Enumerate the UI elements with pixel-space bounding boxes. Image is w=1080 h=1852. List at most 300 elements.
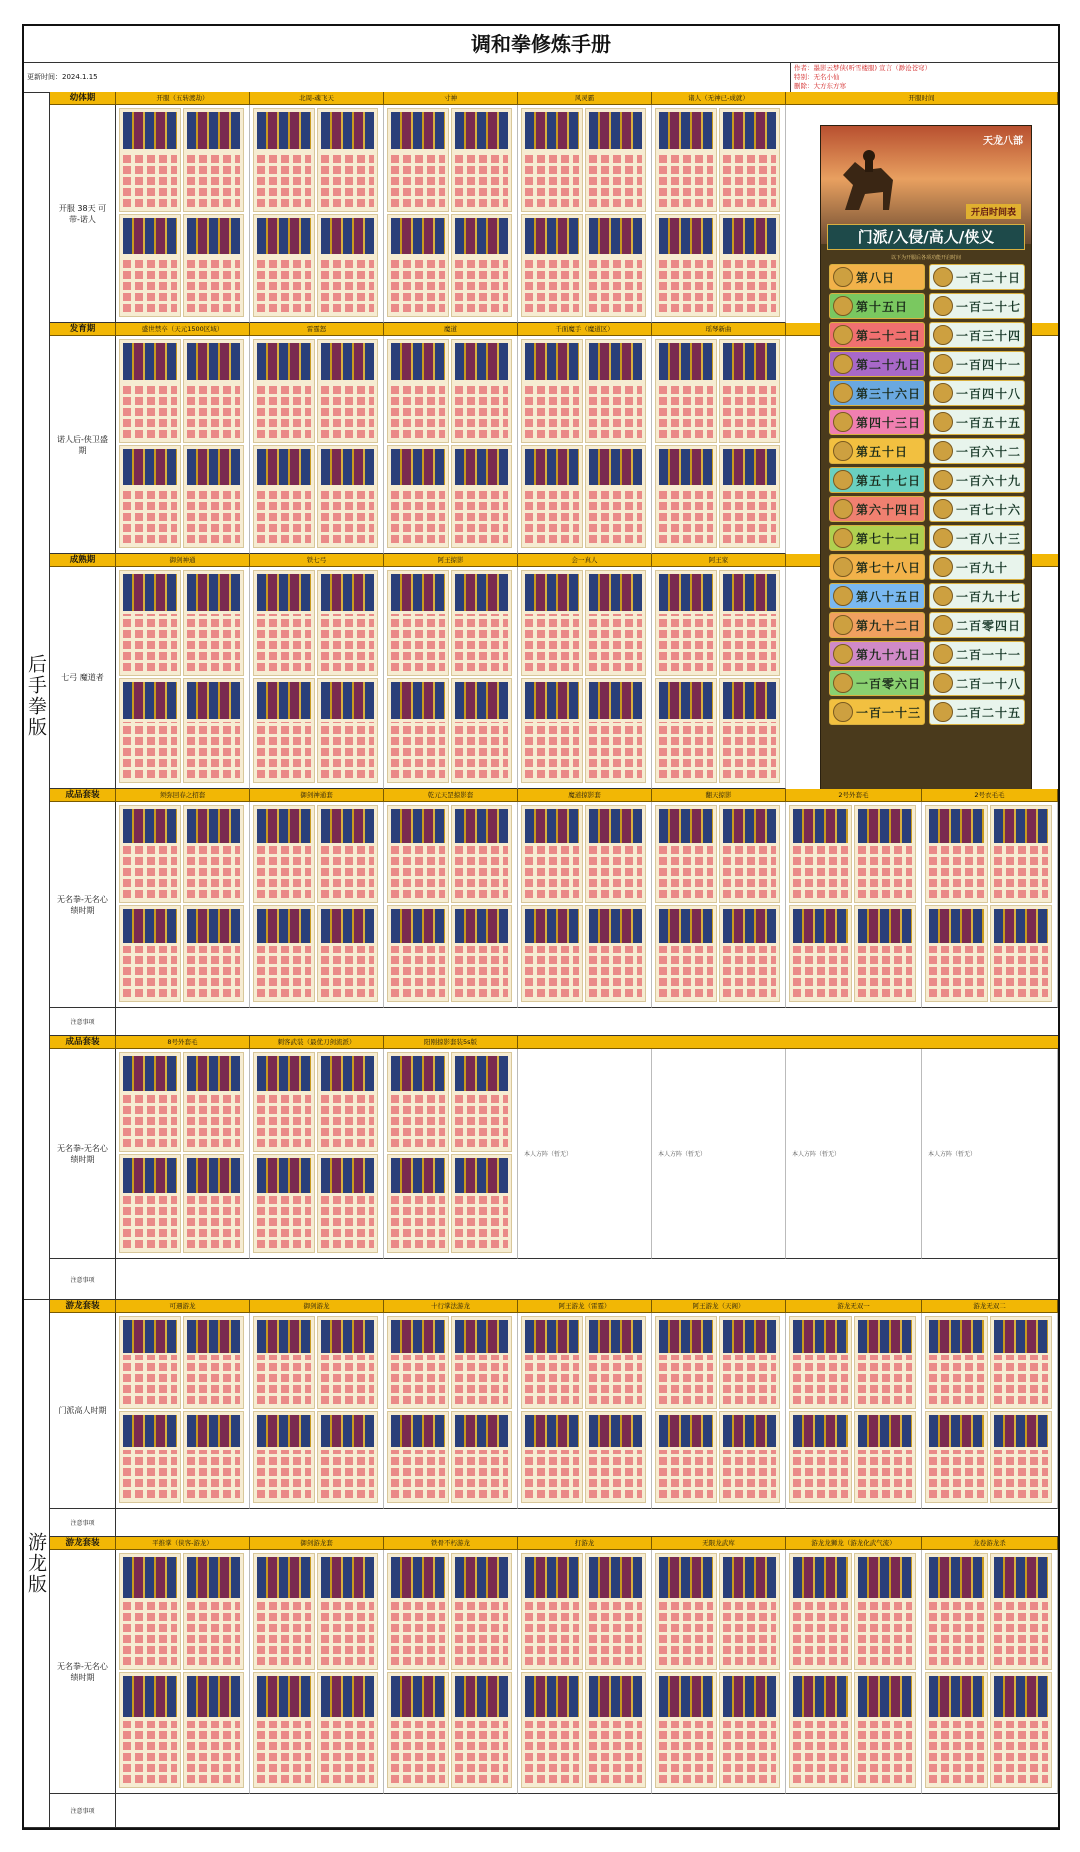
build-card-group [384,1049,518,1259]
schedule-day-label: 一百九十 [956,560,1009,575]
build-card [253,1411,315,1504]
column-title: 平推掌（侠客-游龙） [116,1537,250,1550]
build-card [655,905,717,1003]
schedule-day-left [829,583,925,609]
build-card-group [116,336,250,554]
schedule-day-label: 第八十五日 [856,589,922,604]
column-title: 无限龙武库 [652,1537,786,1550]
build-card [585,339,647,443]
build-card-group [786,802,922,1008]
build-card [925,805,988,903]
column-title: 刺客武装（最优刀剑流派） [250,1036,384,1049]
build-card-group [384,802,518,1008]
build-card [387,445,449,549]
build-card [317,905,379,1003]
schedule-day-label: 第九十九日 [856,647,922,662]
character-portrait-icon [933,267,953,287]
character-portrait-icon [933,557,953,577]
build-card [789,1411,852,1504]
schedule-day-right [929,699,1025,725]
medallion-icon [833,354,853,374]
column-title: 盛世禁卒（天元1500区域） [116,323,250,336]
build-card [719,1411,781,1504]
build-card-group [518,105,652,323]
phase-header [50,1036,1058,1049]
build-card [451,570,513,676]
build-card [451,905,513,1003]
build-card [183,678,245,784]
notes-row [50,1259,1058,1300]
schedule-day-left [829,641,925,667]
row-label: 无名拳-无名心绩时期 [50,1550,116,1794]
build-card [183,570,245,676]
build-card [317,108,379,212]
build-card [451,108,513,212]
build-card [183,445,245,549]
column-title: 可遇游龙 [116,1300,250,1313]
column-title: 游龙无双一 [786,1300,922,1313]
build-card [317,445,379,549]
build-card [521,339,583,443]
phase-name: 幼体期 [50,92,116,105]
build-card [183,1052,245,1152]
schedule-day-label: 一百六十九 [956,473,1022,488]
schedule-row [829,670,1023,696]
phase-name: 发育期 [50,323,116,336]
build-card [253,108,315,212]
medallion-icon [833,586,853,606]
empty-cell: 本人方阵（暂无） [652,1049,786,1259]
column-title: 阿王掠影 [384,554,518,567]
schedule-day-left [829,293,925,319]
schedule-day-label: 一百六十二 [956,444,1022,459]
build-card [451,445,513,549]
build-card [119,1154,181,1254]
build-card [990,1553,1053,1670]
build-card [451,1154,513,1254]
build-card-group [116,105,250,323]
row-label: 无名拳-无名心绩时期 [50,802,116,1008]
column-title: 御剑游龙 [250,1300,384,1313]
schedule-row [829,380,1023,406]
schedule-day-left [829,670,925,696]
schedule-day-right [929,612,1025,638]
column-title: 魔道掠影套 [518,789,652,802]
author-box [790,62,1058,92]
build-card-group [786,1313,922,1509]
build-card [521,445,583,549]
medallion-icon [833,702,853,722]
build-card [521,1316,583,1409]
build-card-group [116,1550,250,1794]
build-card [655,339,717,443]
schedule-row [829,264,1023,290]
build-card [317,1154,379,1254]
schedule-day-left [829,380,925,406]
build-card [183,108,245,212]
schedule-day-left [829,351,925,377]
build-card [119,805,181,903]
build-card [585,1672,647,1789]
medallion-icon [833,296,853,316]
build-card [183,1672,245,1789]
schedule-day-label: 一百一十三 [856,705,922,720]
schedule-row [829,583,1023,609]
character-portrait-icon [933,383,953,403]
schedule-day-left [829,264,925,290]
build-card [655,805,717,903]
medallion-icon [833,267,853,287]
build-card [253,905,315,1003]
character-portrait-icon [933,528,953,548]
character-portrait-icon [933,644,953,664]
character-portrait-icon [933,586,953,606]
build-card-group [518,1313,652,1509]
build-card [317,678,379,784]
notes-label: 注意事项 [50,1259,116,1299]
notes-row [50,1509,1058,1537]
schedule-day-label: 第四十三日 [856,415,922,430]
phase-name: 游龙套装 [50,1300,116,1313]
build-card [253,678,315,784]
build-card [521,1553,583,1670]
column-title: 阿王家 [652,554,786,567]
schedule-day-left [829,525,925,551]
schedule-day-label: 二百一十一 [956,647,1022,662]
medallion-icon [833,557,853,577]
build-card [585,570,647,676]
build-card [585,445,647,549]
build-card [387,905,449,1003]
schedule-row [829,438,1023,464]
schedule-day-label: 一百八十三 [956,531,1022,546]
build-card-group [116,1313,250,1509]
phase-name: 游龙套装 [50,1537,116,1550]
schedule-list [829,264,1023,728]
build-card [387,339,449,443]
schedule-day-label: 第三十六日 [856,386,922,401]
build-card-group [250,567,384,789]
phase-header [50,789,1058,802]
schedule-row [829,554,1023,580]
build-card [521,678,583,784]
build-card [854,1316,917,1409]
schedule-day-label: 第七十八日 [856,560,922,575]
build-card [317,570,379,676]
column-title: 阳刚掠影套装5s版 [384,1036,518,1049]
build-card-group [250,1550,384,1794]
build-card [719,570,781,676]
column-title: 须弥回春之招套 [116,789,250,802]
build-card [451,678,513,784]
schedule-day-right [929,554,1025,580]
build-card [317,1411,379,1504]
build-card [317,1316,379,1409]
medallion-icon [833,383,853,403]
build-card [789,1672,852,1789]
meta-row [24,62,1058,93]
column-title: 雷霆怒 [250,323,384,336]
column-title: 翻天掠影 [652,789,786,802]
build-card-group [652,1313,786,1509]
schedule-day-label: 第五十日 [856,444,909,459]
notes-label: 注意事项 [50,1008,116,1035]
build-card [655,1411,717,1504]
schedule-day-label: 第二十九日 [856,357,922,372]
build-card [317,339,379,443]
schedule-day-right [929,438,1025,464]
build-card [655,445,717,549]
notes-label: 注意事项 [50,1794,116,1827]
build-card-group [384,105,518,323]
build-card [119,1672,181,1789]
version-label-block [24,1300,50,1828]
column-title: 2号衣毛毛 [922,789,1058,802]
schedule-day-left [829,438,925,464]
build-card [585,1411,647,1504]
column-title: 龙卷游龙杀 [922,1537,1058,1550]
column-title: 十行掌法游龙 [384,1300,518,1313]
build-card [387,678,449,784]
medallion-icon [833,441,853,461]
build-card-group [250,802,384,1008]
build-card [990,805,1053,903]
schedule-day-left [829,467,925,493]
schedule-row [829,525,1023,551]
schedule-day-label: 第十五日 [856,299,909,314]
build-card [451,214,513,318]
build-card [585,1316,647,1409]
build-card [119,1553,181,1670]
build-card [183,1411,245,1504]
build-card [521,805,583,903]
build-card-group [652,567,786,789]
schedule-row [829,467,1023,493]
medallion-icon [833,528,853,548]
schedule-row [829,641,1023,667]
build-card [387,805,449,903]
build-card [183,805,245,903]
build-card-group [786,1550,922,1794]
phase-name: 成熟期 [50,554,116,567]
character-portrait-icon [933,470,953,490]
schedule-day-left [829,496,925,522]
build-card [253,1672,315,1789]
build-card [253,339,315,443]
schedule-day-label: 第二十二日 [856,328,922,343]
schedule-row [829,699,1023,725]
build-card [183,905,245,1003]
update-time: 更新时间：2024.1.15 [27,73,98,81]
medallion-icon [833,325,853,345]
build-card [521,1672,583,1789]
column-title: 诸人（无神已-成就） [652,92,786,105]
build-card [317,214,379,318]
build-card-group [652,802,786,1008]
author-line: 删除：大方东方寒 [794,82,846,90]
character-portrait-icon [933,325,953,345]
build-card [719,108,781,212]
schedule-day-label: 一百四十一 [956,357,1022,372]
author-line: 特别：无名小仙 [794,73,840,81]
notes-row [50,1008,1058,1036]
build-card-group [922,802,1058,1008]
game-logo: 天龙八部 [983,136,1023,147]
page-title: 调和拳修炼手册 [24,26,1058,63]
build-card [387,1316,449,1409]
notes-row [50,1794,1058,1828]
phase-header [50,92,1058,105]
build-card-group [518,336,652,554]
medallion-icon [833,470,853,490]
build-card [521,570,583,676]
build-card-group [518,1550,652,1794]
build-card [521,214,583,318]
poster-tag: 开启时间表 [966,204,1021,219]
column-title: 御剑神通 [116,554,250,567]
version-label-block [24,92,50,1300]
phase-name: 成品套装 [50,789,116,802]
column-title: 打游龙 [518,1537,652,1550]
build-card [719,1553,781,1670]
build-card [253,570,315,676]
character-portrait-icon [933,615,953,635]
schedule-day-left [829,554,925,580]
build-card [387,1052,449,1152]
schedule-row [829,612,1023,638]
schedule-day-right [929,641,1025,667]
build-card [719,339,781,443]
build-card [119,1052,181,1152]
build-card [253,214,315,318]
schedule-day-label: 一百五十五 [956,415,1022,430]
schedule-day-right [929,670,1025,696]
schedule-row [829,409,1023,435]
build-card-group [518,567,652,789]
version-label: 后手拳版 [25,653,47,738]
build-card [925,1316,988,1409]
schedule-day-left [829,322,925,348]
build-card-group [652,1550,786,1794]
build-card-group [652,336,786,554]
character-portrait-icon [933,673,953,693]
column-title: 千面魔手（魔道区） [518,323,652,336]
schedule-poster [820,125,1032,791]
build-card [253,805,315,903]
build-card [990,1672,1053,1789]
column-title: 风灵霸 [518,92,652,105]
build-card [253,1154,315,1254]
build-card [789,1553,852,1670]
build-card [119,339,181,443]
build-card [451,1411,513,1504]
build-card [119,445,181,549]
build-card [925,1553,988,1670]
column-title: 游龙龙狮龙（游龙化武气流） [786,1537,922,1550]
build-card [719,1316,781,1409]
manual-sheet [22,24,1060,1830]
build-card [854,1411,917,1504]
empty-cell: 本人方阵（暂无） [786,1049,922,1259]
poster-banner: 门派/入侵/高人/侠义 [827,224,1025,250]
build-card [387,1411,449,1504]
row-label: 无名拳-无名心绩时期 [50,1049,116,1259]
build-card [719,905,781,1003]
build-card [253,1553,315,1670]
column-title: 开服时间 [786,92,1058,105]
build-card [317,805,379,903]
build-card [451,805,513,903]
build-card-group [250,1049,384,1259]
column-title: 魔道 [384,323,518,336]
schedule-day-right [929,351,1025,377]
build-card [521,1411,583,1504]
schedule-day-label: 一百七十六 [956,502,1022,517]
build-card [719,214,781,318]
schedule-day-right [929,322,1025,348]
medallion-icon [833,673,853,693]
horse-rider-icon [835,140,905,220]
schedule-day-label: 第五十七日 [856,473,922,488]
build-card [585,905,647,1003]
column-title: 开服（五转渡劫） [116,92,250,105]
build-card [119,108,181,212]
schedule-day-label: 第九十二日 [856,618,922,633]
build-card [854,805,917,903]
build-card [387,1154,449,1254]
column-title: 寸神 [384,92,518,105]
build-card [451,1553,513,1670]
build-card [854,1553,917,1670]
build-card [925,1411,988,1504]
phase-name: 成品套装 [50,1036,116,1049]
schedule-day-left [829,612,925,638]
schedule-row [829,293,1023,319]
build-card [253,1052,315,1152]
build-card-group [384,1313,518,1509]
row-label: 门派高人时期 [50,1313,116,1509]
version-label: 游龙版 [25,1532,47,1595]
schedule-day-label: 一百零六日 [856,676,922,691]
schedule-day-label: 一百四十八 [956,386,1022,401]
build-card-group [116,567,250,789]
build-card [719,678,781,784]
build-card [990,1411,1053,1504]
character-portrait-icon [933,441,953,461]
column-title: 乾元天罡掠影套 [384,789,518,802]
character-portrait-icon [933,412,953,432]
row-label: 诺人后-侠卫盛期 [50,336,116,554]
schedule-day-right [929,496,1025,522]
build-card [451,1672,513,1789]
build-card-group [116,1049,250,1259]
build-card [990,1316,1053,1409]
character-portrait-icon [933,499,953,519]
empty-cell: 本人方阵（暂无） [518,1049,652,1259]
build-card [387,1553,449,1670]
build-card [183,1316,245,1409]
build-card [183,339,245,443]
build-card [585,805,647,903]
column-title: 瑶琴新曲 [652,323,786,336]
build-card [655,108,717,212]
build-card [719,1672,781,1789]
author-line: 作者：墨影云梦侠(听雪楼服) 宣言（渺沧苍穹） [794,64,932,72]
column-title: 北周-魂飞天 [250,92,384,105]
column-title: 2号外套毛 [786,789,922,802]
phase-header [50,1300,1058,1313]
build-card [655,214,717,318]
